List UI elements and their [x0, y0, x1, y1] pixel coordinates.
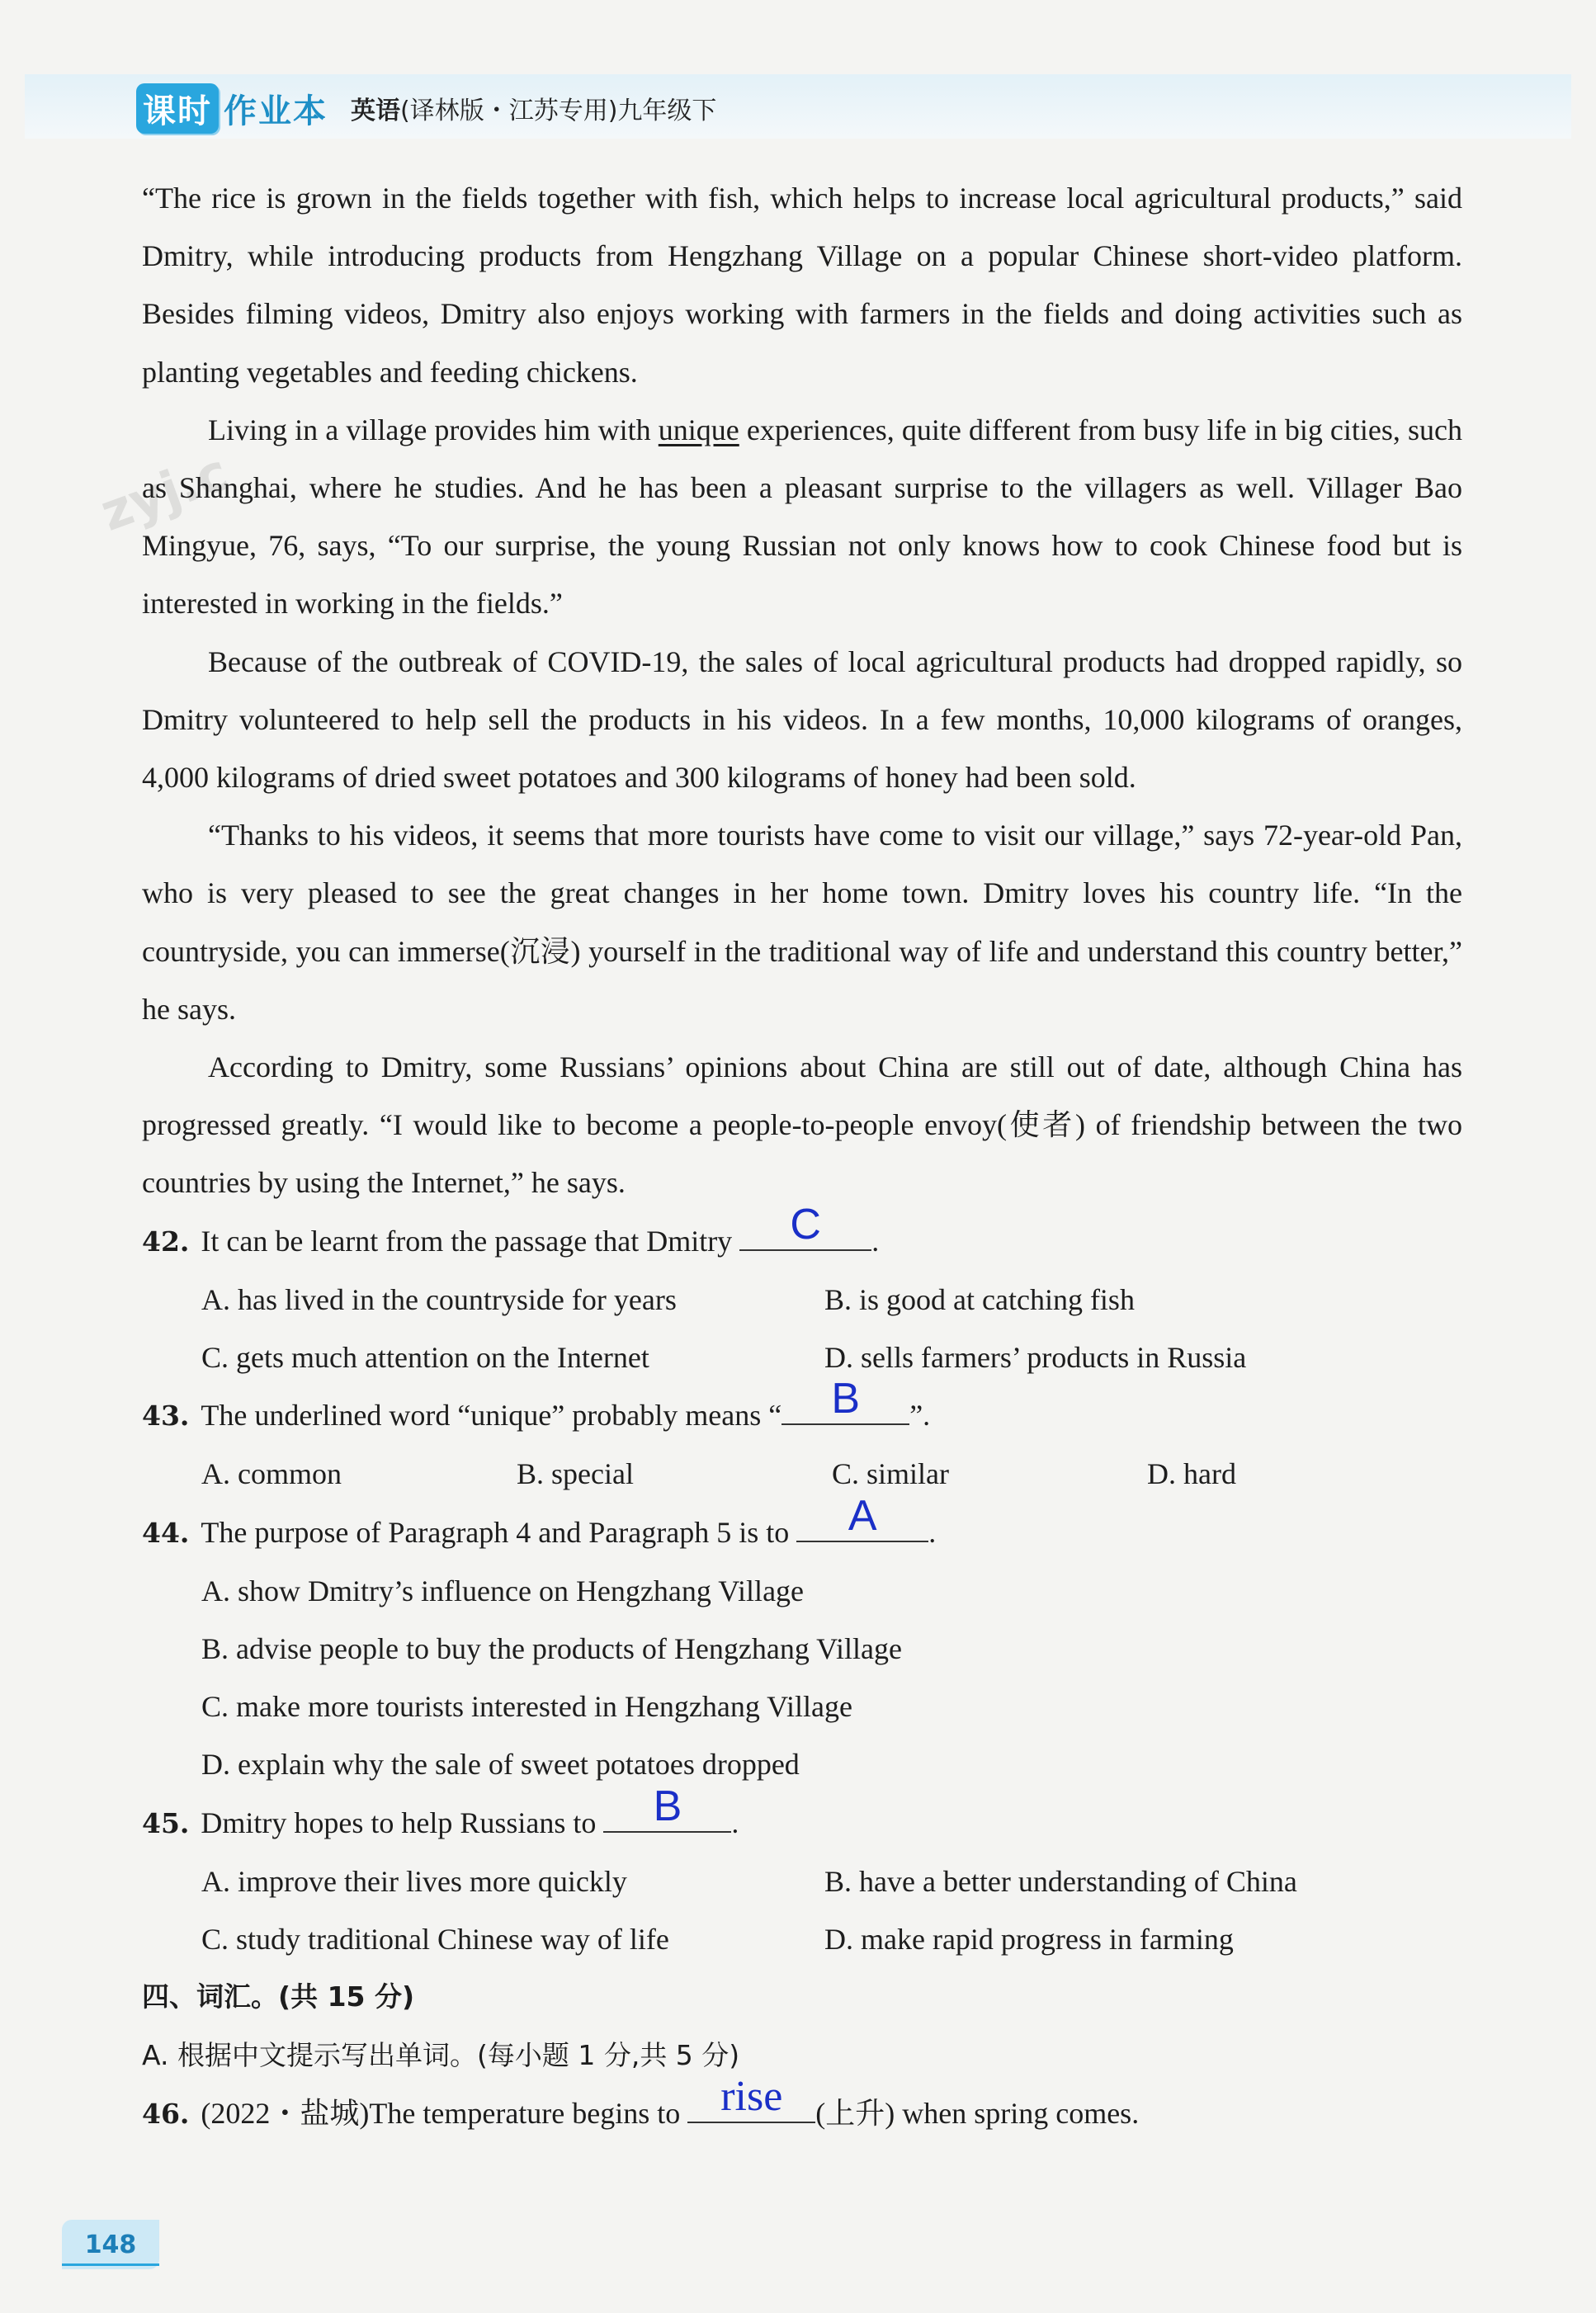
paragraph-2: Living in a village provides him with unique experiences, quite different from busy life in big cities, such as Shanghai, where he studies. And he has been a pleasant surprise to the villagers as well. Villager Bao Mingyue, 76, says, “To our surprise, the young Russian not only knows how to cook Chinese food but is interested in working in the fields.” [142, 413, 1463, 621]
option-c: C. study traditional Chinese way of life [201, 1923, 669, 1957]
option-a: A. has lived in the countryside for years [201, 1282, 677, 1316]
question-number: 46. [142, 2097, 190, 2130]
question-stem: It can be learnt from the passage that Dmitry [201, 1224, 733, 1258]
question-45: 45. Dmitry hopes to help Russians to B . [142, 1782, 739, 1839]
options-row [142, 1910, 1462, 1968]
paragraph-5: According to Dmitry, some Russians’ opinions about China are still out of date, although China has progressed greatly. “I would like to become a people-to-people envoy(使者) of friendship between the two countries by using the Internet,” he says. [142, 1050, 1462, 1200]
option-b: B. advise people to buy the products of Hengzhang Village [201, 1632, 902, 1666]
question-stem: The underlined word “unique” probably means “ [201, 1399, 782, 1433]
answer-handwritten: rise [720, 2072, 783, 2120]
section-4-part-a: A. 根据中文提示写出单词。(每小题 1 分,共 5 分) [142, 2038, 740, 2071]
watermark: zyj.c [92, 441, 236, 543]
passage-and-questions [142, 169, 1462, 2143]
question-stem: The purpose of Paragraph 4 and Paragraph 5 is to [201, 1515, 790, 1549]
question-number: 44. [142, 1516, 190, 1549]
option-b: B. special [517, 1457, 634, 1491]
option-b: B. have a better understanding of China [824, 1864, 1297, 1898]
answer-blank[interactable] [687, 2072, 815, 2123]
subject-title: 英语(译林版・江苏专用)九年级下 [351, 97, 717, 125]
option-a: A. common [201, 1457, 342, 1491]
subject-edition: (译林版・江苏专用)九年级下 [400, 97, 717, 125]
underlined-word-unique: unique [658, 413, 739, 446]
option-d: D. hard [1147, 1457, 1236, 1491]
section-4-title: 四、词汇。(共 15 分) [142, 1980, 415, 2013]
question-number: 42. [142, 1225, 190, 1258]
option-a: A. improve their lives more quickly [201, 1864, 627, 1898]
question-stem: (2022・盐城)The temperature begins to [201, 2096, 681, 2130]
answer-handwritten: B [653, 1782, 682, 1830]
paragraph-4: “Thanks to his videos, it seems that more tourists have come to visit our village,” says 72-year-old Pan, who is very pleased to see the great changes in her home town. Dmitry loves his country life. “In the countryside, you can immerse(沉浸) yourself in the traditional way of life and understand this country better,” he says. [142, 819, 1462, 1026]
options-row [142, 1853, 1462, 1910]
paragraph-3: Because of the outbreak of COVID-19, the sales of local agricultural products had dropped rapidly, so Dmitry volunteered to help sell the products in his videos. In a few months, 10,000 kilograms of oranges, 4,000 kilograms of dried sweet potatoes and 300 kilograms of honey had been sold. [142, 644, 1462, 795]
answer-blank[interactable] [739, 1200, 871, 1251]
option-d: D. make rapid progress in farming [824, 1923, 1234, 1957]
answer-blank[interactable] [781, 1375, 909, 1425]
header [136, 85, 716, 131]
options-row [142, 1562, 1462, 1620]
answer-handwritten: B [831, 1375, 861, 1423]
option-d: D. sells farmers’ products in Russia [824, 1341, 1247, 1375]
question-number: 43. [142, 1400, 190, 1433]
option-c: C. make more tourists interested in Hengzhang Village [201, 1690, 852, 1724]
option-d: D. explain why the sale of sweet potatoes dropped [201, 1748, 800, 1782]
answer-handwritten: A [848, 1491, 877, 1540]
logo-box: 课时 [136, 83, 219, 134]
options-row [142, 1678, 1462, 1735]
page-number: 148 [62, 2220, 159, 2269]
options-row [142, 1735, 1462, 1793]
option-c: C. similar [832, 1457, 949, 1491]
book-icon [62, 2263, 159, 2278]
option-a: A. show Dmitry’s influence on Hengzhang Village [201, 1574, 805, 1607]
question-43: 43. The underlined word “unique” probably means “ B ”. [142, 1375, 931, 1433]
options-row [142, 1271, 1462, 1329]
option-b: B. is good at catching fish [824, 1282, 1135, 1316]
options-row [142, 1620, 1462, 1678]
logo-text: 作业本 [224, 92, 328, 130]
question-46: 46. (2022・盐城)The temperature begins to rise (上升) when spring comes. [142, 2072, 1140, 2130]
question-44: 44. The purpose of Paragraph 4 and Paragraph 5 is to A . [142, 1491, 937, 1549]
answer-blank[interactable] [796, 1491, 928, 1542]
option-c: C. gets much attention on the Internet [201, 1341, 649, 1375]
question-42: 42. It can be learnt from the passage that Dmitry C . [142, 1200, 880, 1258]
answer-blank[interactable] [603, 1782, 731, 1833]
answer-handwritten: C [790, 1200, 821, 1249]
question-number: 45. [142, 1806, 190, 1839]
question-stem: Dmitry hopes to help Russians to [201, 1806, 597, 1839]
paragraph-1: “The rice is grown in the fields together with fish, which helps to increase local agricultural products,” said Dmitry, while introducing products from Hengzhang Village on a popular Chinese short-video platform. Besides filming videos, Dmitry also enjoys working with farmers in the fields and doing activities such as planting vegetables and feeding chickens. [142, 182, 1462, 389]
